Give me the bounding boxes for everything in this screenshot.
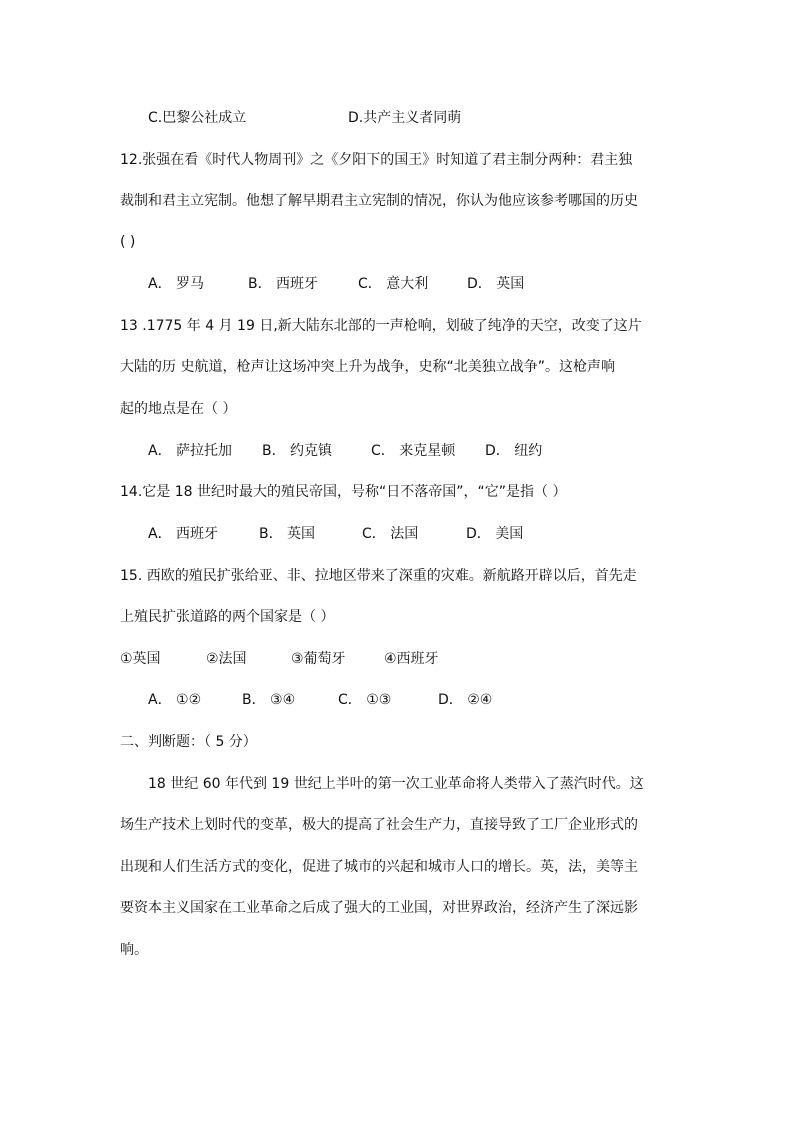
q15-item-4: ④西班牙 — [384, 651, 439, 667]
q15-stem-line-1: 15. 西欧的殖民扩张给亚、非、拉地区带来了深重的灾难。新航路开辟以后，首先走 — [120, 568, 637, 584]
section-2-paragraph-line-2: 场生产技术上划时代的变革，极大的提高了社会生产力，直接导致了工厂企业形式的 — [120, 817, 638, 833]
q12-stem-line-3: ( ) — [120, 234, 136, 250]
q12-option-a: A． 罗马 — [148, 276, 205, 292]
q14-option-c: C． 法国 — [362, 526, 419, 542]
q15-option-a: A． ①② — [148, 692, 202, 708]
section-2-heading: 二、判断题：（ 5 分） — [120, 734, 257, 750]
q15-option-d: D． ②④ — [438, 692, 493, 708]
q14-option-b: B． 英国 — [259, 526, 316, 542]
q15-option-c: C． ①③ — [338, 692, 392, 708]
q15-item-2: ②法国 — [206, 651, 247, 667]
q15-stem-line-2: 上殖民扩张道路的两个国家是（ ） — [120, 609, 335, 625]
section-2-paragraph-line-4: 要资本主义国家在工业革命之后成了强大的工业国，对世界政治，经济产生了深远影 — [120, 900, 638, 916]
q11-option-d: D.共产主义者同萌 — [348, 110, 462, 126]
q12-stem-line-2: 裁制和君主立宪制。他想了解早期君主立宪制的情况，你认为他应该参考哪国的历史 — [120, 193, 638, 209]
q13-option-c: C． 来克星顿 — [371, 443, 456, 459]
q12-option-c: C． 意大利 — [358, 276, 429, 292]
q13-option-a: A． 萨拉托加 — [148, 443, 233, 459]
q13-option-b: B． 约克镇 — [262, 443, 333, 459]
q13-stem-line-1: 13 .1775 年 4 月 19 日,新大陆东北部的一声枪响，划破了纯净的天空，改变了这片 — [120, 318, 642, 334]
q13-option-d: D． 纽约 — [485, 443, 543, 459]
q11-option-c: C.巴黎公社成立 — [148, 110, 247, 126]
q15-item-3: ③葡萄牙 — [291, 651, 346, 667]
section-2-paragraph-line-5: 响。 — [120, 942, 148, 958]
q12-option-d: D． 英国 — [467, 276, 525, 292]
q14-option-a: A． 西班牙 — [148, 526, 219, 542]
section-2-paragraph-line-1: 18 世纪 60 年代到 19 世纪上半叶的第一次工业革命将人类带入了蒸汽时代。这 — [148, 776, 644, 792]
section-2-paragraph-line-3: 出现和人们生活方式的变化，促进了城市的兴起和城市人口的增长。英，法，美等主 — [120, 859, 638, 875]
q15-item-1: ①英国 — [120, 651, 161, 667]
q13-stem-line-3: 起的地点是在（ ） — [120, 401, 237, 417]
q14-option-d: D． 美国 — [466, 526, 524, 542]
q15-option-b: B． ③④ — [242, 692, 296, 708]
q14-stem-line-1: 14.它是 18 世纪时最大的殖民帝国，号称“日不落帝国”，“它”是指（ ） — [120, 484, 567, 500]
q12-stem-line-1: 12.张强在看《时代人物周刊》之《夕阳下的国王》时知道了君主制分两种：君主独 — [120, 152, 633, 168]
q12-option-b: B． 西班牙 — [248, 276, 319, 292]
q13-stem-line-2: 大陆的历 史航道，枪声让这场冲突上升为战争，史称“北美独立战争”。这枪声响 — [120, 359, 615, 375]
